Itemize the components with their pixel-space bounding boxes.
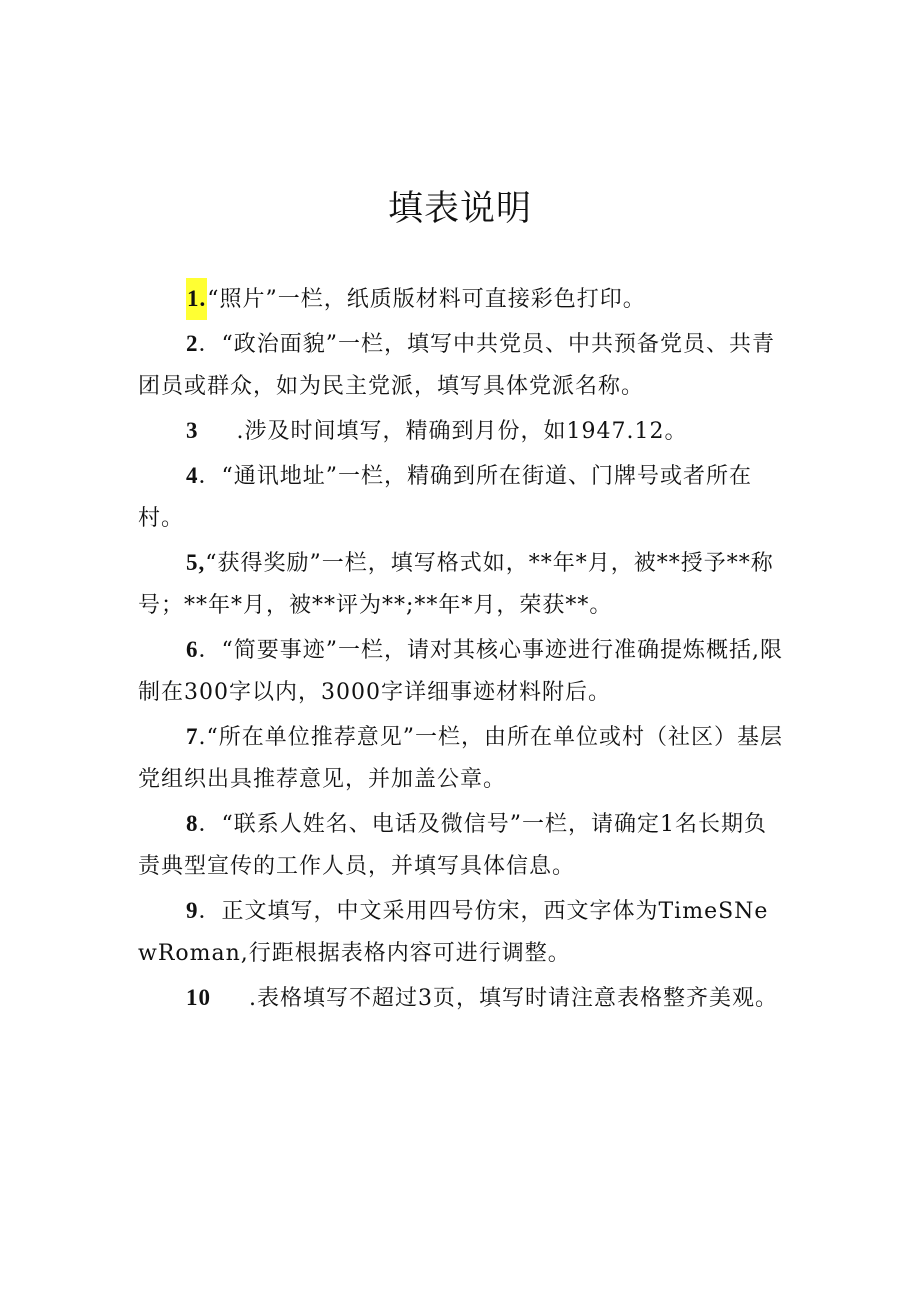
item-number: 5, bbox=[186, 550, 206, 575]
item-number: 8 bbox=[186, 811, 199, 836]
item-text: ．“政治面貌”一栏，填写中共党员、中共预备党员、共青团员或群众，如为民主党派，填写具体党派名称。 bbox=[138, 332, 775, 399]
list-item bbox=[138, 890, 788, 975]
list-item bbox=[138, 278, 788, 321]
item-text: ．“简要事迹”一栏，请对其核心事迹进行准确提炼概括,限制在300字以内，3000字详细事迹材料附后。 bbox=[138, 638, 783, 705]
item-number: 6 bbox=[186, 637, 199, 662]
item-text: .涉及时间填写，精确到月份，如1947.12。 bbox=[236, 419, 688, 444]
list-item bbox=[138, 629, 788, 714]
item-text: “获得奖励”一栏，填写格式如，**年*月，被**授予**称号；**年*月，被**评为**;**年*月，荣获**。 bbox=[138, 551, 774, 618]
item-text: .表格填写不超过3页，填写时请注意表格整齐美观。 bbox=[249, 986, 778, 1011]
item-text: ．“通讯地址”一栏，精确到所在街道、门牌号或者所在村。 bbox=[138, 464, 752, 531]
list-item bbox=[138, 323, 788, 408]
list-item bbox=[138, 716, 788, 801]
item-number: 1. bbox=[186, 278, 207, 320]
item-number: 3 bbox=[186, 418, 199, 443]
item-number: 2 bbox=[186, 331, 199, 356]
list-item bbox=[138, 410, 788, 453]
item-number: 10 bbox=[186, 985, 211, 1010]
item-number: 9 bbox=[186, 898, 199, 923]
item-number: 7 bbox=[186, 724, 199, 749]
instructions-list bbox=[138, 278, 788, 1022]
list-item bbox=[138, 542, 788, 627]
item-text: “照片”一栏，纸质版材料可直接彩色打印。 bbox=[207, 287, 646, 312]
item-text: .“所在单位推荐意见”一栏，由所在单位或村（社区）基层党组织出具推荐意见，并加盖公章。 bbox=[138, 725, 783, 792]
page-title: 填表说明 bbox=[387, 189, 532, 229]
list-item bbox=[138, 455, 788, 540]
list-item bbox=[138, 977, 788, 1020]
list-item bbox=[138, 803, 788, 888]
item-text: ．正文填写，中文采用四号仿宋，西文字体为TimeSNewRoman,行距根据表格内容可进行调整。 bbox=[138, 899, 769, 966]
item-text: ．“联系人姓名、电话及微信号”一栏，请确定1名长期负责典型宣传的工作人员，并填写具体信息。 bbox=[138, 812, 767, 879]
item-number: 4 bbox=[186, 463, 199, 488]
